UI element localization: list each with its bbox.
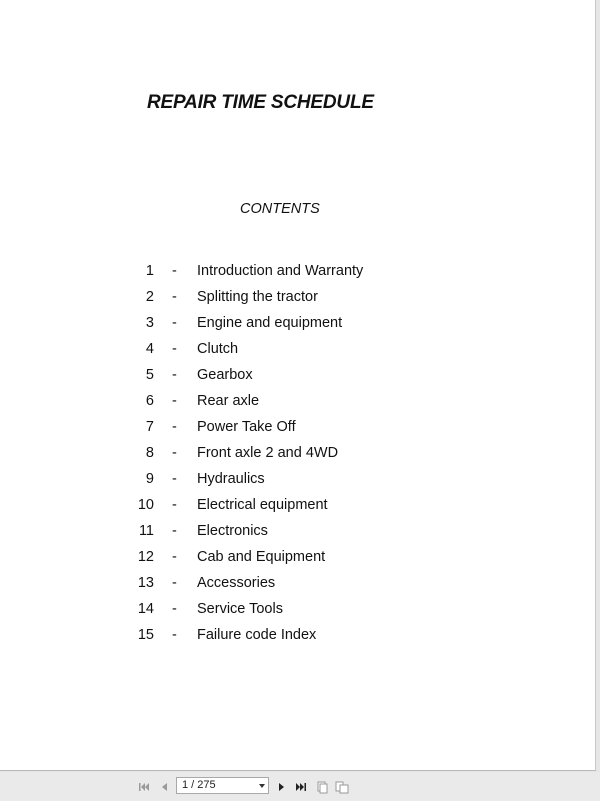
- toc-number: 13: [137, 575, 154, 591]
- single-page-view-icon[interactable]: [315, 780, 329, 794]
- toc-dash: -: [172, 315, 177, 331]
- document-title: REPAIR TIME SCHEDULE: [147, 92, 374, 113]
- toc-label: Electrical equipment: [197, 497, 328, 513]
- toc-dash: -: [172, 497, 177, 513]
- toc-number: 7: [145, 419, 154, 435]
- toc-label: Gearbox: [197, 367, 253, 383]
- toc-number: 8: [145, 445, 154, 461]
- toc-number: 5: [145, 367, 154, 383]
- toc-dash: -: [172, 471, 177, 487]
- toc-number: 15: [137, 627, 154, 643]
- previous-page-icon[interactable]: [157, 780, 171, 794]
- toc-entry: [0, 469, 596, 495]
- toc-dash: -: [172, 523, 177, 539]
- toc-entry: [0, 287, 596, 313]
- toc-entry: [0, 625, 596, 651]
- viewer-toolbar: [0, 772, 600, 801]
- toc-dash: -: [172, 263, 177, 279]
- page-selector[interactable]: [176, 777, 269, 794]
- toc-number: 10: [137, 497, 154, 513]
- toc-dash: -: [172, 549, 177, 565]
- toc-dash: -: [172, 367, 177, 383]
- toc-number: 12: [137, 549, 154, 565]
- toc-dash: -: [172, 575, 177, 591]
- toc-label: Splitting the tractor: [197, 289, 318, 305]
- toc-label: Introduction and Warranty: [197, 263, 364, 279]
- toc-entry: [0, 313, 596, 339]
- toc-label: Rear axle: [197, 393, 260, 409]
- toc-number: 4: [145, 341, 154, 357]
- next-page-icon[interactable]: [275, 780, 289, 794]
- toc-entry: [0, 521, 596, 547]
- toc-entry: [0, 547, 596, 573]
- toc-label: Electronics: [197, 523, 268, 539]
- toc-dash: -: [172, 341, 177, 357]
- toc-number: 11: [138, 523, 154, 539]
- toc-number: 2: [145, 289, 154, 305]
- table-of-contents: [0, 261, 596, 651]
- toc-label: Hydraulics: [197, 471, 265, 487]
- toc-entry: [0, 599, 596, 625]
- toc-entry: [0, 417, 596, 443]
- chevron-down-icon: [259, 784, 265, 788]
- toc-number: 14: [137, 601, 154, 617]
- toc-dash: -: [172, 627, 177, 643]
- toc-number: 9: [145, 471, 154, 487]
- two-page-view-icon[interactable]: [335, 780, 349, 794]
- contents-heading: CONTENTS: [240, 201, 320, 217]
- toc-dash: -: [172, 601, 177, 617]
- toc-entry: [0, 391, 596, 417]
- toc-dash: -: [172, 289, 177, 305]
- toc-dash: -: [172, 445, 177, 461]
- toc-label: Clutch: [197, 341, 239, 357]
- toc-dash: -: [172, 393, 177, 409]
- last-page-icon[interactable]: [294, 780, 308, 794]
- toc-entry: [0, 365, 596, 391]
- first-page-icon[interactable]: [137, 780, 151, 794]
- toc-number: 1: [145, 263, 154, 279]
- page-indicator: 1 / 275: [182, 779, 216, 791]
- toc-entry: [0, 573, 596, 599]
- toc-number: 6: [145, 393, 154, 409]
- toc-label: Cab and Equipment: [197, 549, 326, 565]
- toc-entry: [0, 495, 596, 521]
- toc-label: Accessories: [197, 575, 276, 591]
- toc-label: Power Take Off: [197, 419, 296, 435]
- toc-entry: [0, 339, 596, 365]
- toc-entry: [0, 261, 596, 287]
- toc-entry: [0, 443, 596, 469]
- toc-label: Failure code Index: [197, 627, 317, 643]
- toc-label: Service Tools: [197, 601, 283, 617]
- toc-number: 3: [145, 315, 154, 331]
- toc-label: Engine and equipment: [197, 315, 343, 331]
- toc-label: Front axle 2 and 4WD: [197, 445, 339, 461]
- toc-dash: -: [172, 419, 177, 435]
